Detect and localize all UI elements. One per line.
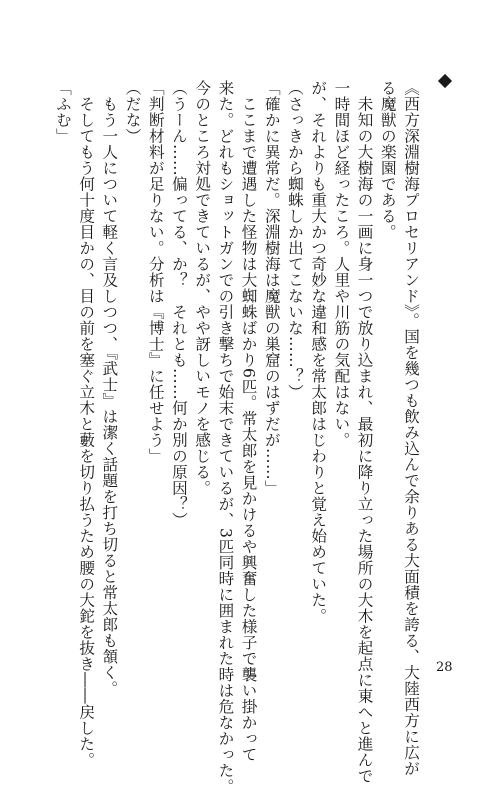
- text-line: （うーん……偏ってる、か？ それとも……何か別の原因？）: [169, 80, 188, 528]
- text-line: 《西方深淵樹海プロセリアンド》。国を幾つも飲み込んで余りある大面積を誇る、大陸西方に広が: [402, 80, 420, 777]
- text-line: 「判断材料が足りない。分析は『博士』に任せよう」: [146, 80, 165, 464]
- text-line: が、それよりも重大かつ奇妙な違和感を常太郎はじわりと覚え始めていた。: [309, 80, 328, 624]
- text-line: もう一人について軽く言及しつつ、『武士』は潔く話題を打ち切ると常太郎も頷く。: [100, 80, 119, 697]
- text-line: る魔獣の楽園である。: [378, 80, 397, 240]
- text-line: ここまで遭遇した怪物は大蜘蛛ばかり6匹。常太郎を見かけるや興奮した様子で襲い掛かって: [239, 80, 258, 763]
- text-line: （さっきから蜘蛛しか出てこないな……？）: [285, 80, 304, 400]
- section-diamond-icon: [438, 74, 452, 88]
- text-line: （だな）: [123, 80, 142, 144]
- text-line: 一時間ほど経ったころ。人里や川筋の気配はない。: [332, 80, 351, 448]
- text-line: 今のところ対処できているが、やや訝しいモノを感じる。: [193, 80, 212, 496]
- body-text: [51, 80, 422, 794]
- text-line: 未知の大樹海の一画に身一つで放り込まれ、最初に降り立った場所の大木を起点に東へと進んで: [355, 80, 374, 784]
- text-line: そしてもう何十度目かの、目の前を塞ぐ立木と藪を切り払うため腰の大鉈を抜き――戻した。: [77, 80, 96, 768]
- text-line: 「確かに異常だ。深淵樹海は魔獣の巣窟のはずだが……」: [262, 80, 281, 496]
- text-line: 来た。どれもショットガンでの引き撃ちで始末できているが、3匹同時に囲まれた時は危なかった。: [216, 80, 235, 794]
- text-line: 「ふむ」: [53, 80, 72, 144]
- page-number: 28: [436, 660, 453, 675]
